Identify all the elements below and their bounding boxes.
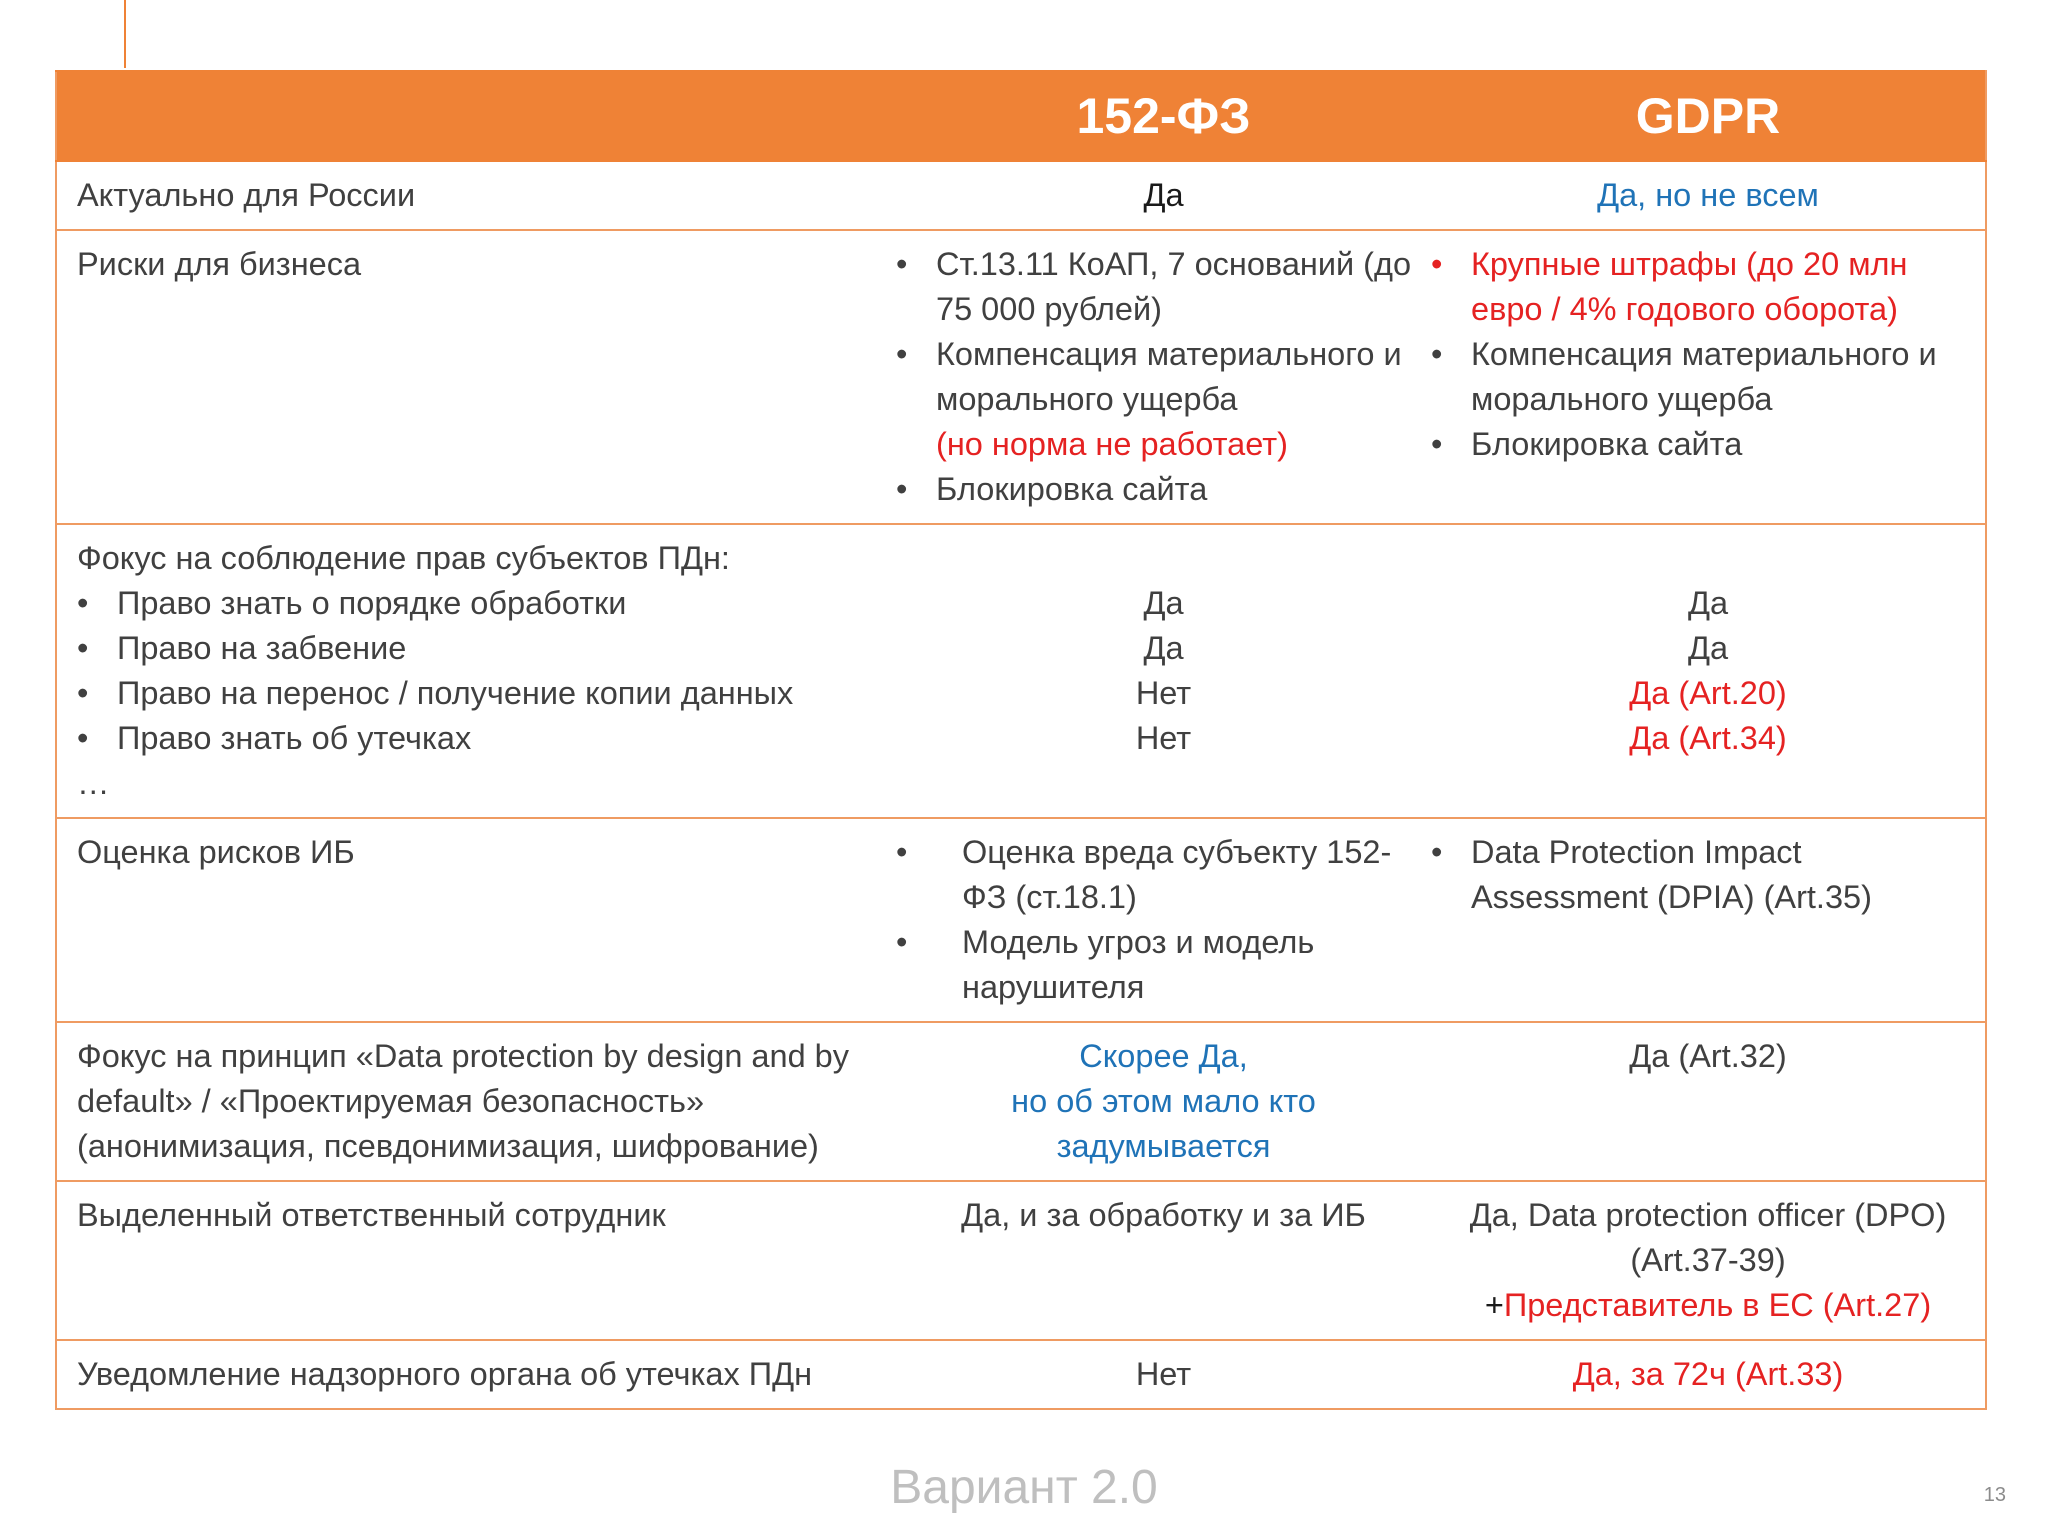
- row-label: Оценка рисков ИБ: [56, 818, 896, 1022]
- list-item: • Блокировка сайта: [896, 467, 1431, 512]
- eu-representative-text: Представитель в ЕС (Art.27): [1503, 1287, 1932, 1323]
- list-item: • Модель угроз и модель нарушителя: [896, 920, 1431, 1010]
- value-line: Скорее Да,: [1079, 1038, 1248, 1074]
- ellipsis: …: [77, 765, 110, 801]
- value-gdpr: [1431, 524, 1986, 818]
- list-value: Нет: [1135, 675, 1192, 711]
- table-row-privacy-by-design: [56, 1022, 1986, 1181]
- table-row-relevance: [56, 161, 1986, 230]
- header-empty-cell: [56, 71, 896, 161]
- value-line: Да, Data protection officer (DPO): [1469, 1197, 1947, 1233]
- list-value: Да: [1143, 585, 1184, 621]
- table-row-breach-notice: [56, 1340, 1986, 1409]
- list-value: Да: [1687, 630, 1729, 666]
- list-item: • Оценка вреда субъекту 152-ФЗ (ст.18.1): [896, 830, 1431, 920]
- value-gdpr: [1431, 818, 1986, 1022]
- list-item: • Data Protection Impact Assessment (DPIA) (Art.35): [1431, 830, 1985, 920]
- list-item: • Право знать о порядке обработки: [77, 581, 896, 626]
- row-label: [56, 524, 896, 818]
- comparison-table: [55, 70, 1987, 1410]
- list-value: Нет: [1135, 720, 1192, 756]
- value-gdpr: Да (Art.32): [1431, 1022, 1986, 1181]
- list-value: Да (Art.34): [1629, 720, 1787, 756]
- value-line: [1431, 1283, 1985, 1328]
- row-label: Уведомление надзорного органа об утечках ПДн: [56, 1340, 896, 1409]
- list-item: • Право знать об утечках: [77, 716, 896, 761]
- list-item: • Крупные штрафы (до 20 млн евро / 4% годового оборота): [1431, 242, 1985, 332]
- value-152fz: [896, 524, 1431, 818]
- bullet-list: [1431, 830, 1985, 920]
- value-152fz: [896, 1022, 1431, 1181]
- page-number: 13: [1983, 1484, 2006, 1506]
- table-row-risks: [56, 230, 1986, 524]
- value-line: (Art.37-39): [1630, 1242, 1786, 1278]
- list-value: Да (Art.20): [1629, 675, 1787, 711]
- value-152fz: Нет: [896, 1340, 1431, 1409]
- bullet-list: [1431, 242, 1985, 467]
- list-item: • Ст.13.11 КоАП, 7 оснований (до 75 000 рублей): [896, 242, 1431, 332]
- table-row-officer: [56, 1181, 1986, 1340]
- row-label: Риски для бизнеса: [56, 230, 896, 524]
- list-item: • Право на перенос / получение копии данных: [77, 671, 896, 716]
- table-row-risk-assessment: [56, 818, 1986, 1022]
- list-value: Да: [1687, 585, 1729, 621]
- plus-sign: +: [1484, 1287, 1504, 1323]
- value-gdpr: Да, но не всем: [1431, 161, 1986, 230]
- list-item: • Блокировка сайта: [1431, 422, 1985, 467]
- value-gdpr: [1431, 1181, 1986, 1340]
- note-text: (но норма не работает): [936, 426, 1288, 462]
- rights-list: [77, 581, 896, 761]
- row-label: Выделенный ответственный сотрудник: [56, 1181, 896, 1340]
- value-152fz: Да: [896, 161, 1431, 230]
- header-152fz: 152-ФЗ: [896, 71, 1431, 161]
- list-item: [896, 332, 1431, 467]
- value-gdpr: [1431, 230, 1986, 524]
- value-line: задумывается: [1056, 1128, 1271, 1164]
- header-gdpr: GDPR: [1431, 71, 1986, 161]
- table-header-row: [56, 71, 1986, 161]
- row-label: Фокус на принцип «Data protection by design and by default» / «Проектируемая безопасность» (анонимизация, псевдонимизация, шифрование): [56, 1022, 896, 1181]
- row-label: Актуально для России: [56, 161, 896, 230]
- list-item-text: Компенсация материального и морального ущерба: [936, 336, 1402, 417]
- value-152fz: Да, и за обработку и за ИБ: [896, 1181, 1431, 1340]
- list-item: • Право на забвение: [77, 626, 896, 671]
- bullet-list: [896, 830, 1431, 1010]
- variant-label: Вариант 2.0: [890, 1461, 1158, 1514]
- accent-line: [124, 0, 126, 68]
- list-item: • Компенсация материального и морального ущерба: [1431, 332, 1985, 422]
- value-152fz: [896, 230, 1431, 524]
- table-row-rights: [56, 524, 1986, 818]
- list-value: Да: [1143, 630, 1184, 666]
- bullet-list: [896, 242, 1431, 512]
- value-gdpr: Да, за 72ч (Art.33): [1431, 1340, 1986, 1409]
- rights-heading: Фокус на соблюдение прав субъектов ПДн:: [77, 540, 730, 576]
- value-152fz: [896, 818, 1431, 1022]
- value-line: но об этом мало кто: [1011, 1083, 1316, 1119]
